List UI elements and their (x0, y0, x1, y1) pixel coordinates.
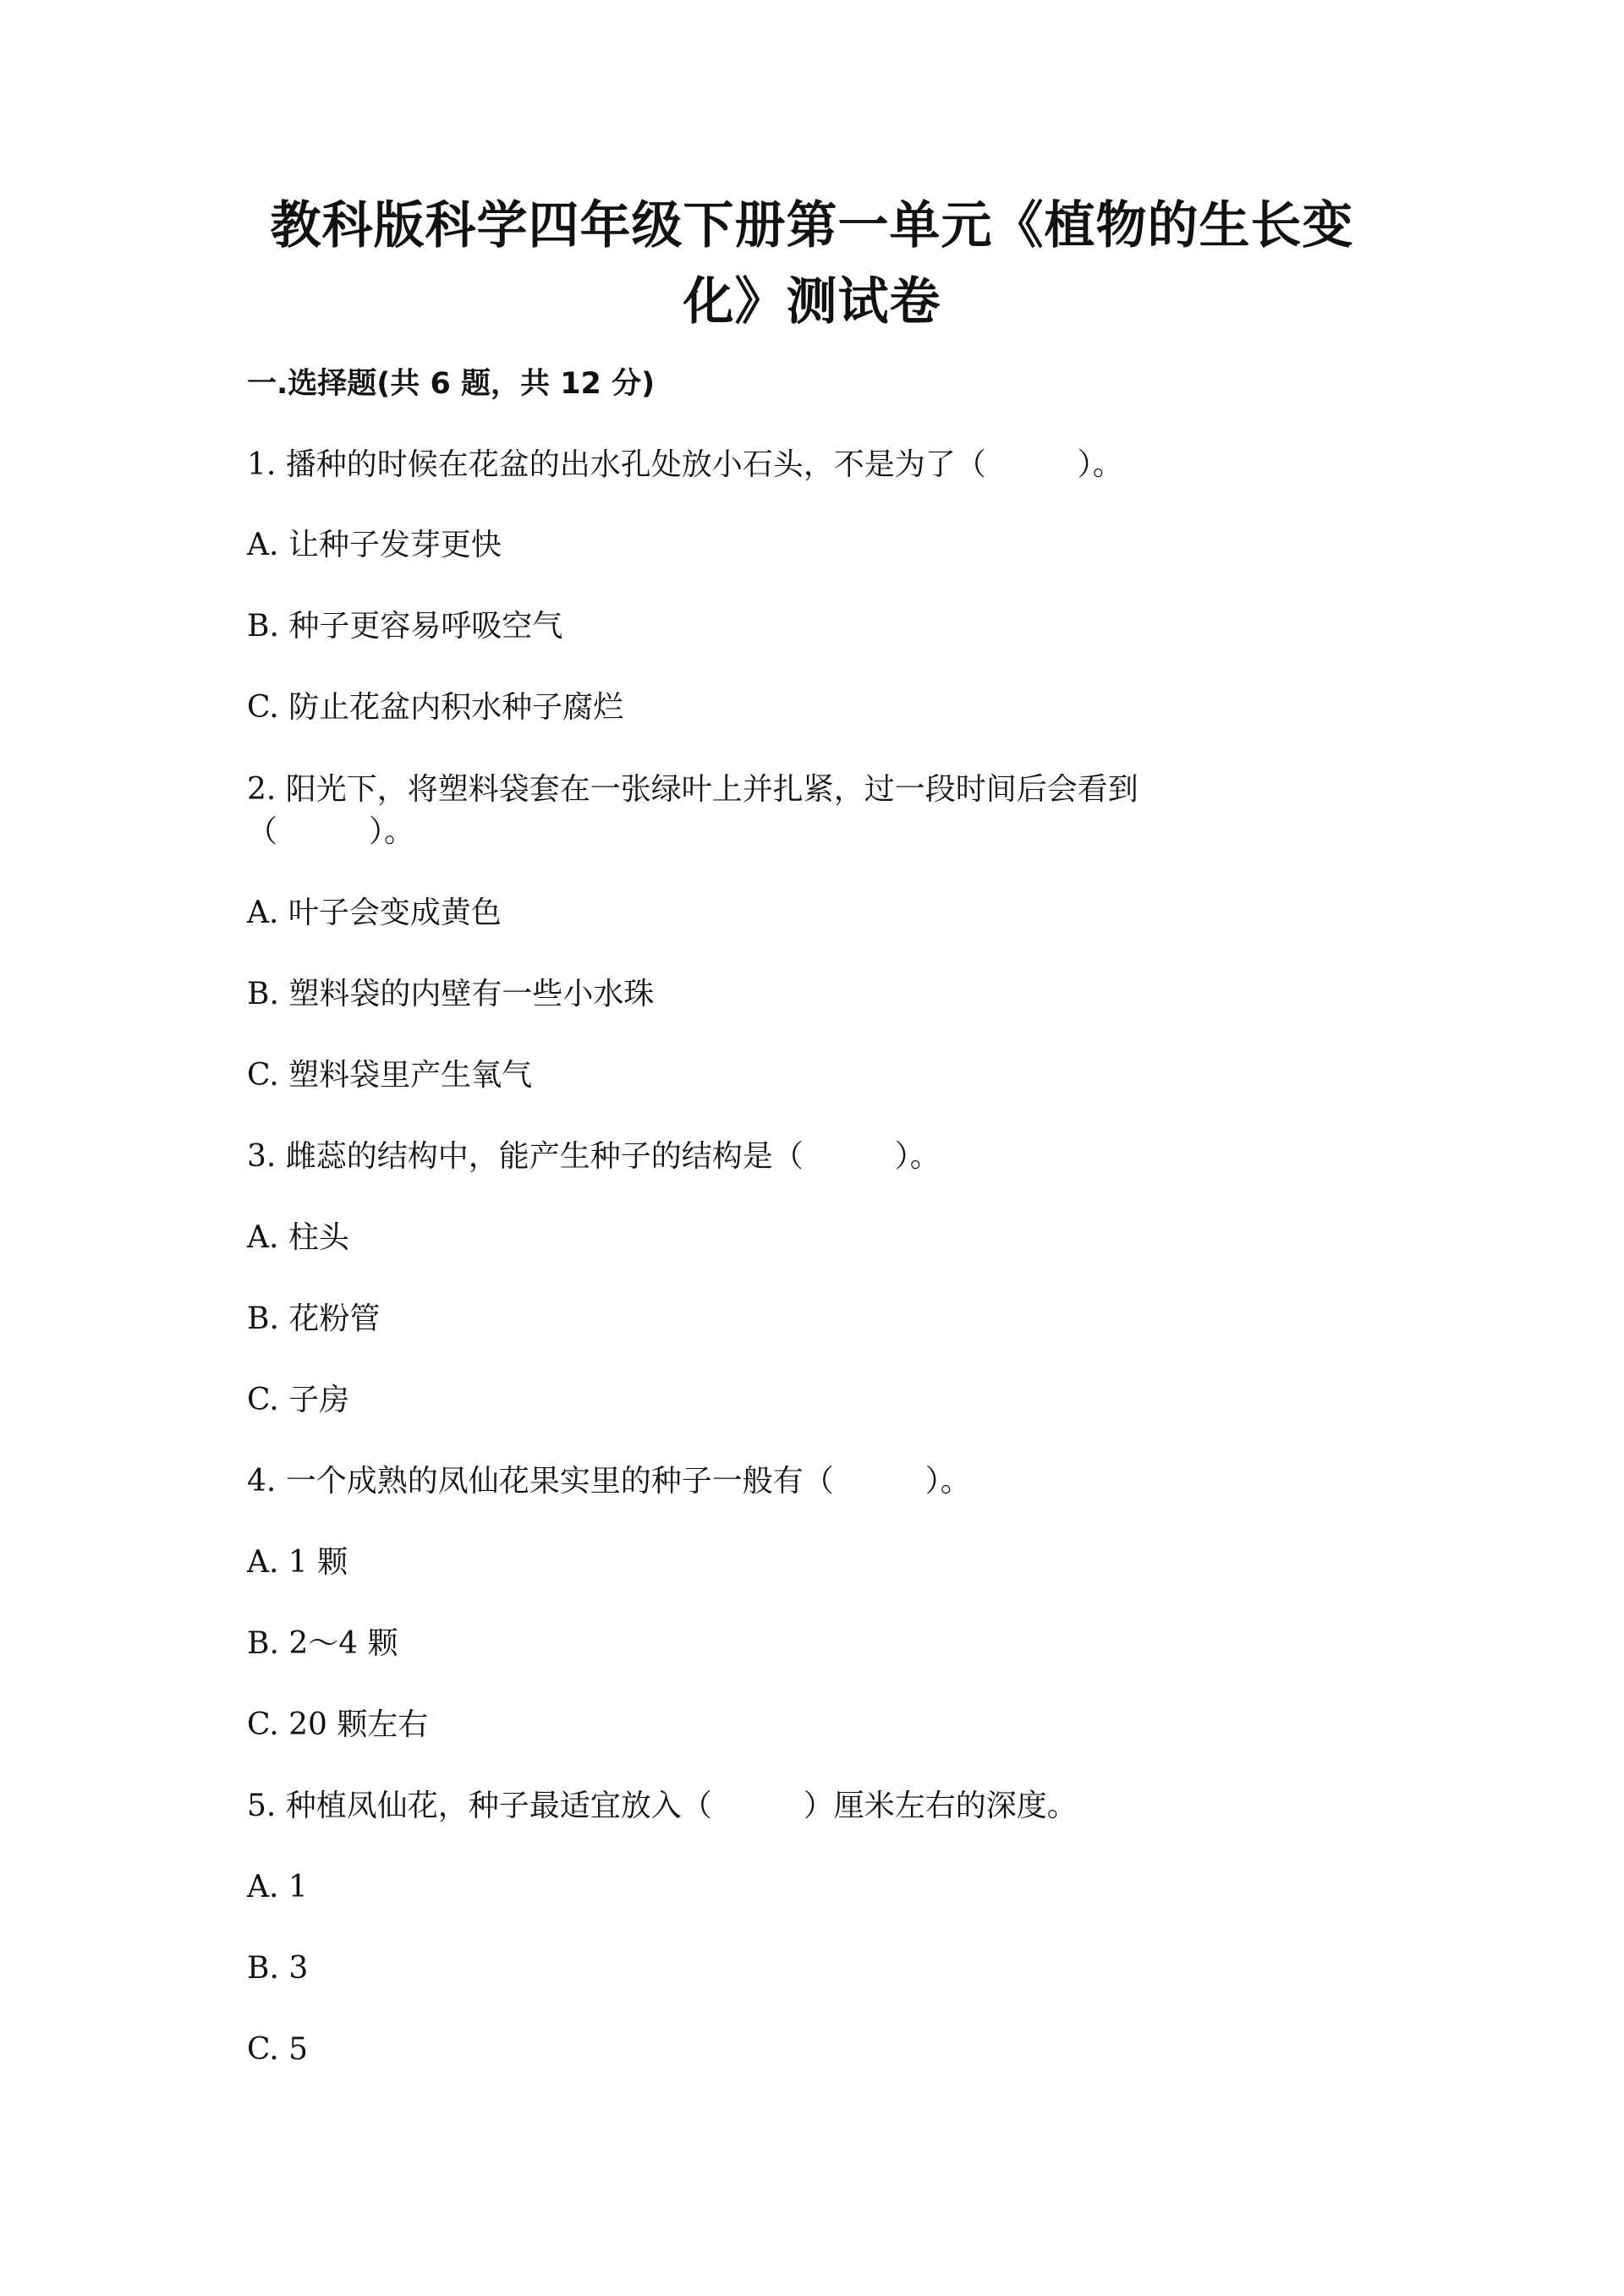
question-5-option-a: A. 1 (247, 1870, 308, 1904)
question-1-option-a: A. 让种子发芽更快 (247, 528, 502, 562)
question-2-text: 2. 阳光下，将塑料袋套在一张绿叶上并扎紧，过一段时间后会看到 (247, 772, 1138, 807)
question-2-option-a: A. 叶子会变成黄色 (247, 896, 502, 930)
question-2-option-c: C. 塑料袋里产生氧气 (247, 1058, 533, 1093)
question-2-option-b: B. 塑料袋的内壁有一些小水珠 (247, 977, 655, 1011)
question-3-option-b: B. 花粉管 (247, 1301, 381, 1336)
section-heading: 一.选择题(共 6 题，共 12 分) (247, 367, 656, 401)
question-3-option-a: A. 柱头 (247, 1220, 349, 1255)
question-1-option-b: B. 种子更容易呼吸空气 (247, 609, 563, 644)
question-4: 4. 一个成熟的凤仙花果实里的种子一般有（ ）。 (247, 1464, 971, 1499)
question-4-option-b: B. 2～4 颗 (247, 1626, 398, 1661)
question-5-option-b: B. 3 (247, 1951, 309, 1986)
document-title (254, 188, 1370, 340)
question-5-option-c: C. 5 (247, 2032, 309, 2067)
question-1: 1. 播种的时候在花盆的出水孔处放小石头，不是为了（ ）。 (247, 447, 1123, 482)
question-3-option-c: C. 子房 (247, 1383, 350, 1417)
question-3: 3. 雌蕊的结构中，能产生种子的结构是（ ）。 (247, 1139, 941, 1174)
question-2 (247, 769, 1138, 853)
title-line-1: 教科版科学四年级下册第一单元《植物的生长变 (270, 196, 1354, 255)
question-5: 5. 种植凤仙花，种子最适宜放入（ ）厘米左右的深度。 (247, 1789, 1078, 1823)
question-1-option-c: C. 防止花盆内积水种子腐烂 (247, 690, 624, 725)
question-4-option-a: A. 1 颗 (247, 1545, 348, 1580)
question-2-text-continued: （ ）。 (247, 814, 415, 849)
question-4-option-c: C. 20 颗左右 (247, 1707, 429, 1742)
title-line-2: 化》测试卷 (683, 272, 941, 332)
